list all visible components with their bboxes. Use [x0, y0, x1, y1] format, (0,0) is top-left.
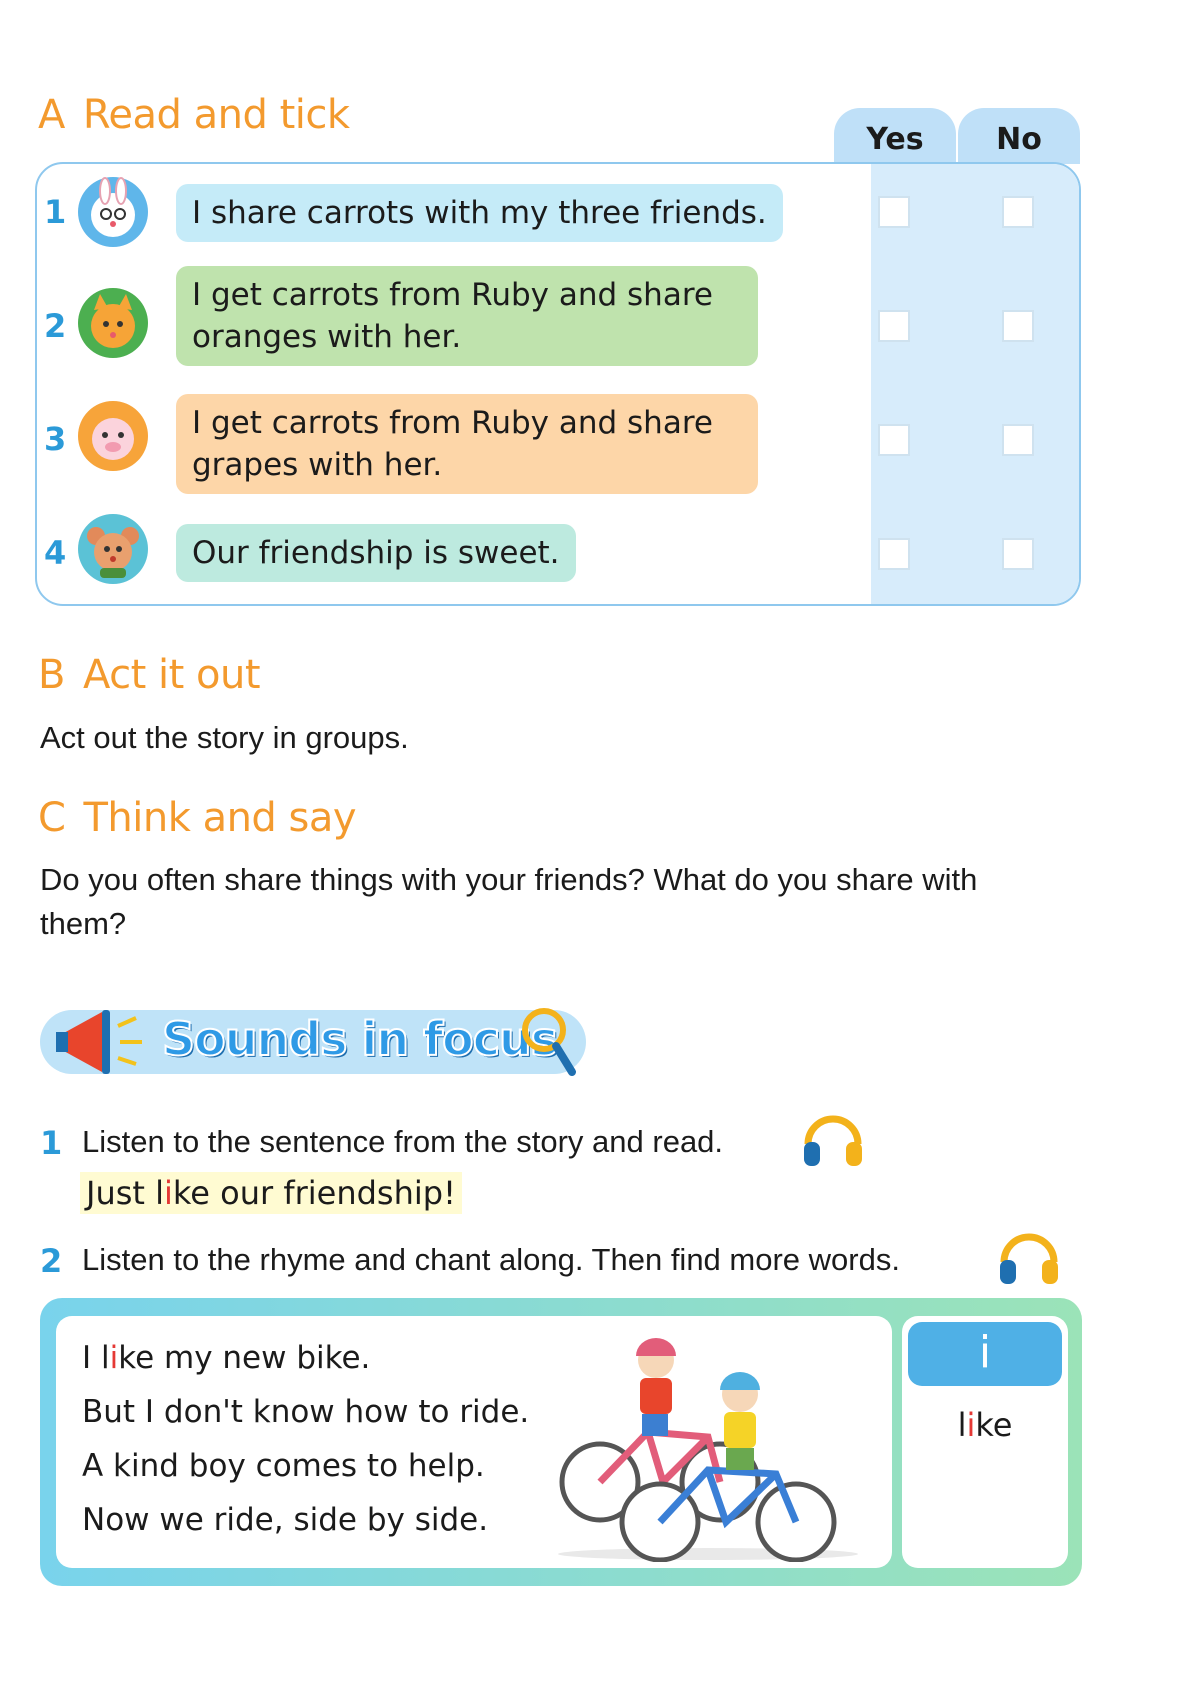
section-letter: B	[38, 652, 65, 698]
headphones-icon[interactable]	[994, 1220, 1064, 1294]
sounds-item1-instruction: Listen to the sentence from the story and read.	[82, 1124, 724, 1159]
word-part: ke	[975, 1406, 1013, 1444]
rhyme-line	[82, 1394, 529, 1430]
statement-bubble: I share carrots with my three friends.	[176, 184, 783, 242]
yes-checkbox-2[interactable]	[878, 310, 910, 342]
section-title-text: Read and tick	[82, 92, 350, 138]
sound-letter: i	[908, 1322, 1062, 1386]
rhyme-part: ke my new bike.	[118, 1340, 371, 1376]
yes-checkbox-3[interactable]	[878, 424, 910, 456]
section-b-instruction: Act out the story in groups.	[40, 720, 409, 755]
section-c-instruction-line2: them?	[40, 906, 127, 941]
no-column-header: No	[958, 108, 1080, 164]
statement-bubble: Our friendship is sweet.	[176, 524, 576, 582]
no-checkbox-1[interactable]	[1002, 196, 1034, 228]
rabbit-avatar-icon	[78, 177, 148, 247]
megaphone-icon	[52, 1004, 162, 1084]
statement-bubble: I get carrots from Ruby and share grapes with her.	[176, 394, 758, 494]
rhyme-line	[82, 1340, 370, 1376]
yes-checkbox-4[interactable]	[878, 538, 910, 570]
no-checkbox-3[interactable]	[1002, 424, 1034, 456]
magnifier-icon	[516, 1004, 584, 1084]
mouse-avatar-icon	[78, 514, 148, 584]
row-number: 2	[44, 307, 67, 345]
word-highlight-letter: i	[966, 1406, 976, 1444]
section-c-title	[38, 795, 356, 841]
section-title-text: Think and say	[83, 795, 357, 841]
row-number: 4	[44, 534, 67, 572]
yes-column-header: Yes	[834, 108, 956, 164]
word-part: l	[957, 1406, 967, 1444]
rhyme-line	[82, 1448, 485, 1484]
yes-checkbox-1[interactable]	[878, 196, 910, 228]
highlighted-sentence	[80, 1172, 462, 1214]
pig-avatar-icon	[78, 401, 148, 471]
rhyme-line	[82, 1502, 488, 1538]
row-number: 1	[44, 193, 67, 231]
rhyme-highlight-letter: i	[109, 1340, 119, 1376]
item-number: 2	[40, 1242, 63, 1280]
rhyme-part: But I don't know how to ride.	[82, 1394, 530, 1430]
rhyme-part: I l	[82, 1340, 110, 1376]
no-checkbox-2[interactable]	[1002, 310, 1034, 342]
rhyme-part: A kind boy comes to help.	[82, 1448, 485, 1484]
sounds-item2-instruction: Listen to the rhyme and chant along. Then find more words.	[82, 1242, 900, 1277]
section-letter: C	[38, 795, 66, 841]
section-title-text: Act it out	[82, 652, 261, 698]
sentence-highlight-letter: i	[164, 1174, 173, 1212]
row-number: 3	[44, 420, 67, 458]
section-c-instruction-line1: Do you often share things with your friends? What do you share with	[40, 862, 978, 897]
section-b-title	[38, 652, 260, 698]
statement-bubble: I get carrots from Ruby and share oranges with her.	[176, 266, 758, 366]
word-box	[902, 1316, 1068, 1568]
section-a-title	[38, 92, 350, 138]
section-letter: A	[38, 92, 65, 138]
rhyme-part: Now we ride, side by side.	[82, 1502, 489, 1538]
sentence-part: Just l	[86, 1174, 164, 1212]
headphones-icon[interactable]	[798, 1102, 868, 1176]
cat-avatar-icon	[78, 288, 148, 358]
example-word	[902, 1406, 1068, 1444]
item-number: 1	[40, 1124, 63, 1162]
sounds-banner-title: Sounds in focus	[162, 1012, 558, 1066]
kids-riding-bikes-illustration	[548, 1322, 858, 1566]
no-checkbox-4[interactable]	[1002, 538, 1034, 570]
sentence-part: ke our friendship!	[172, 1174, 456, 1212]
